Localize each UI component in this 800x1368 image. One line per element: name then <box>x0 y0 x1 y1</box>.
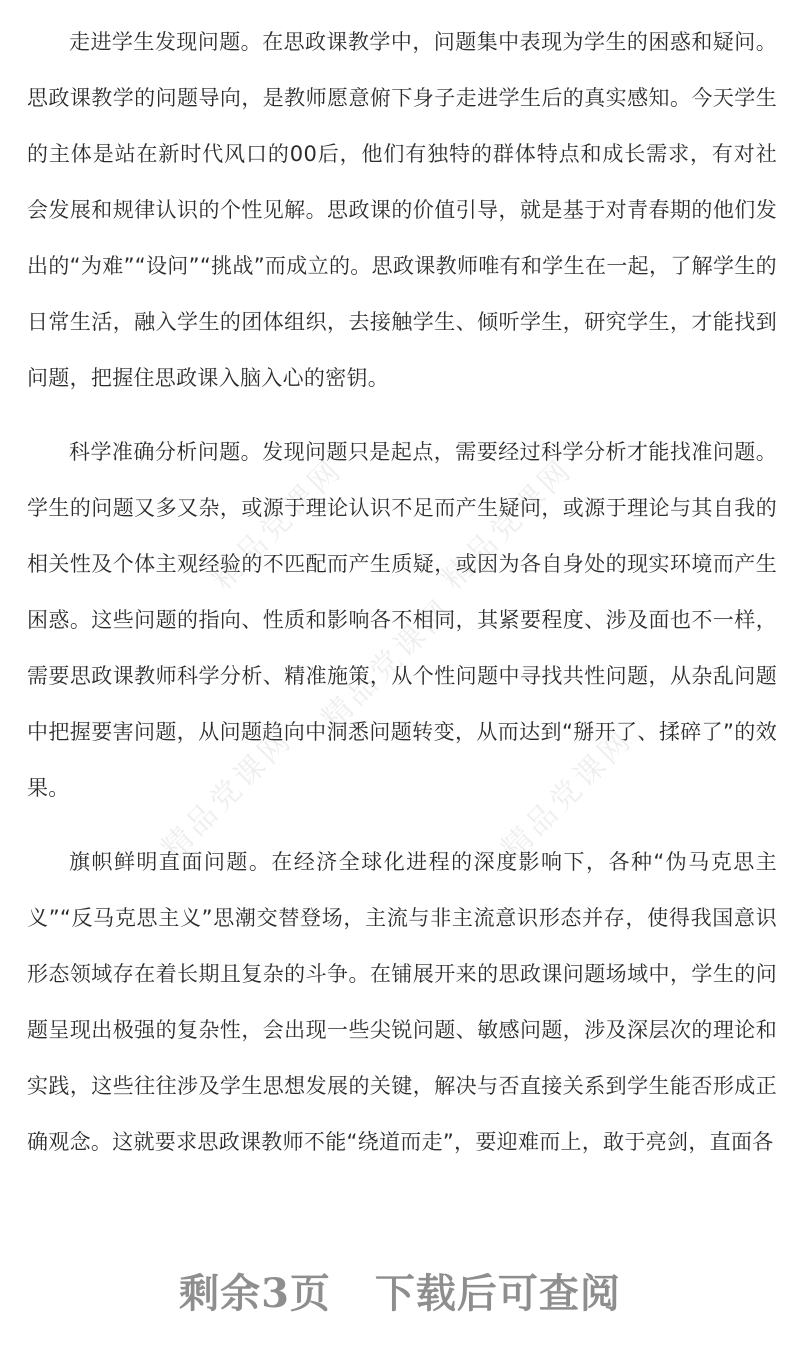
watermark: 精品党课网 <box>314 591 460 737</box>
paragraph-face-problems: 旗帜鲜明直面问题。在经济全球化进程的深度影响下，各种“伪马克思主义”“反马克思主义”思潮交替登场，主流与非主流意识形态并存，使得我国意识形态领域存在着长期且复杂的斗争。在铺展开来的思政课问题场域中，学生的问题呈现出极强的复杂性，会出现一些尖锐问题、敏感问题，涉及深层次的理论和实践，这些往往涉及学生思想发展的关键，解决与否直接关系到学生能否形成正确观念。这就要求思政课教师不能“绕道而走”，要迎难而上，敢于亮剑，直面各 <box>27 850 777 1154</box>
paragraph-analyze-problems: 科学准确分析问题。发现问题只是起点，需要经过科学分析才能找准问题。学生的问题又多又杂，或源于理论认识不足而产生疑问，或源于理论与其自我的相关性及个体主观经验的不匹配而产生质疑，或因为各自身处的现实环境而产生困惑。这些问题的指向、性质和影响各不相同，其紧要程度、涉及面也不一样，需要思政课教师科学分析、精准施策，从个性问题中寻找共性问题，从杂乱问题中把握要害问题，从问题趋向中洞悉问题转变，从而达到“掰开了、揉碎了”的效果。 <box>27 440 777 800</box>
paragraph-discover-problems: 走进学生发现问题。在思政课教学中，问题集中表现为学生的困惑和疑问。思政课教学的问题导向，是教师愿意俯下身子走进学生后的真实感知。今天学生的主体是站在新时代风口的00后，他们有独特的群体特点和成长需求，有对社会发展和规律认识的个性见解。思政课的价值引导，就是基于对青春期的他们发出的“为难”“设问”“挑战”而成立的。思政课教师唯有和学生在一起，了解学生的日常生活，融入学生的团体组织，去接触学生、倾听学生，研究学生，才能找到问题，把握住思政课入脑入心的密钥。 <box>27 30 777 390</box>
download-to-view-text: 下载后可查阅 <box>374 1270 621 1317</box>
watermark: 精品党课网 <box>154 721 300 867</box>
watermark: 精品党课网 <box>204 451 350 597</box>
remaining-pages-text: 剩余3页 <box>179 1270 331 1317</box>
watermark: 精品党课网 <box>494 721 640 867</box>
watermark: 精品党课网 <box>434 451 580 597</box>
download-prompt-banner[interactable] <box>0 1262 800 1319</box>
